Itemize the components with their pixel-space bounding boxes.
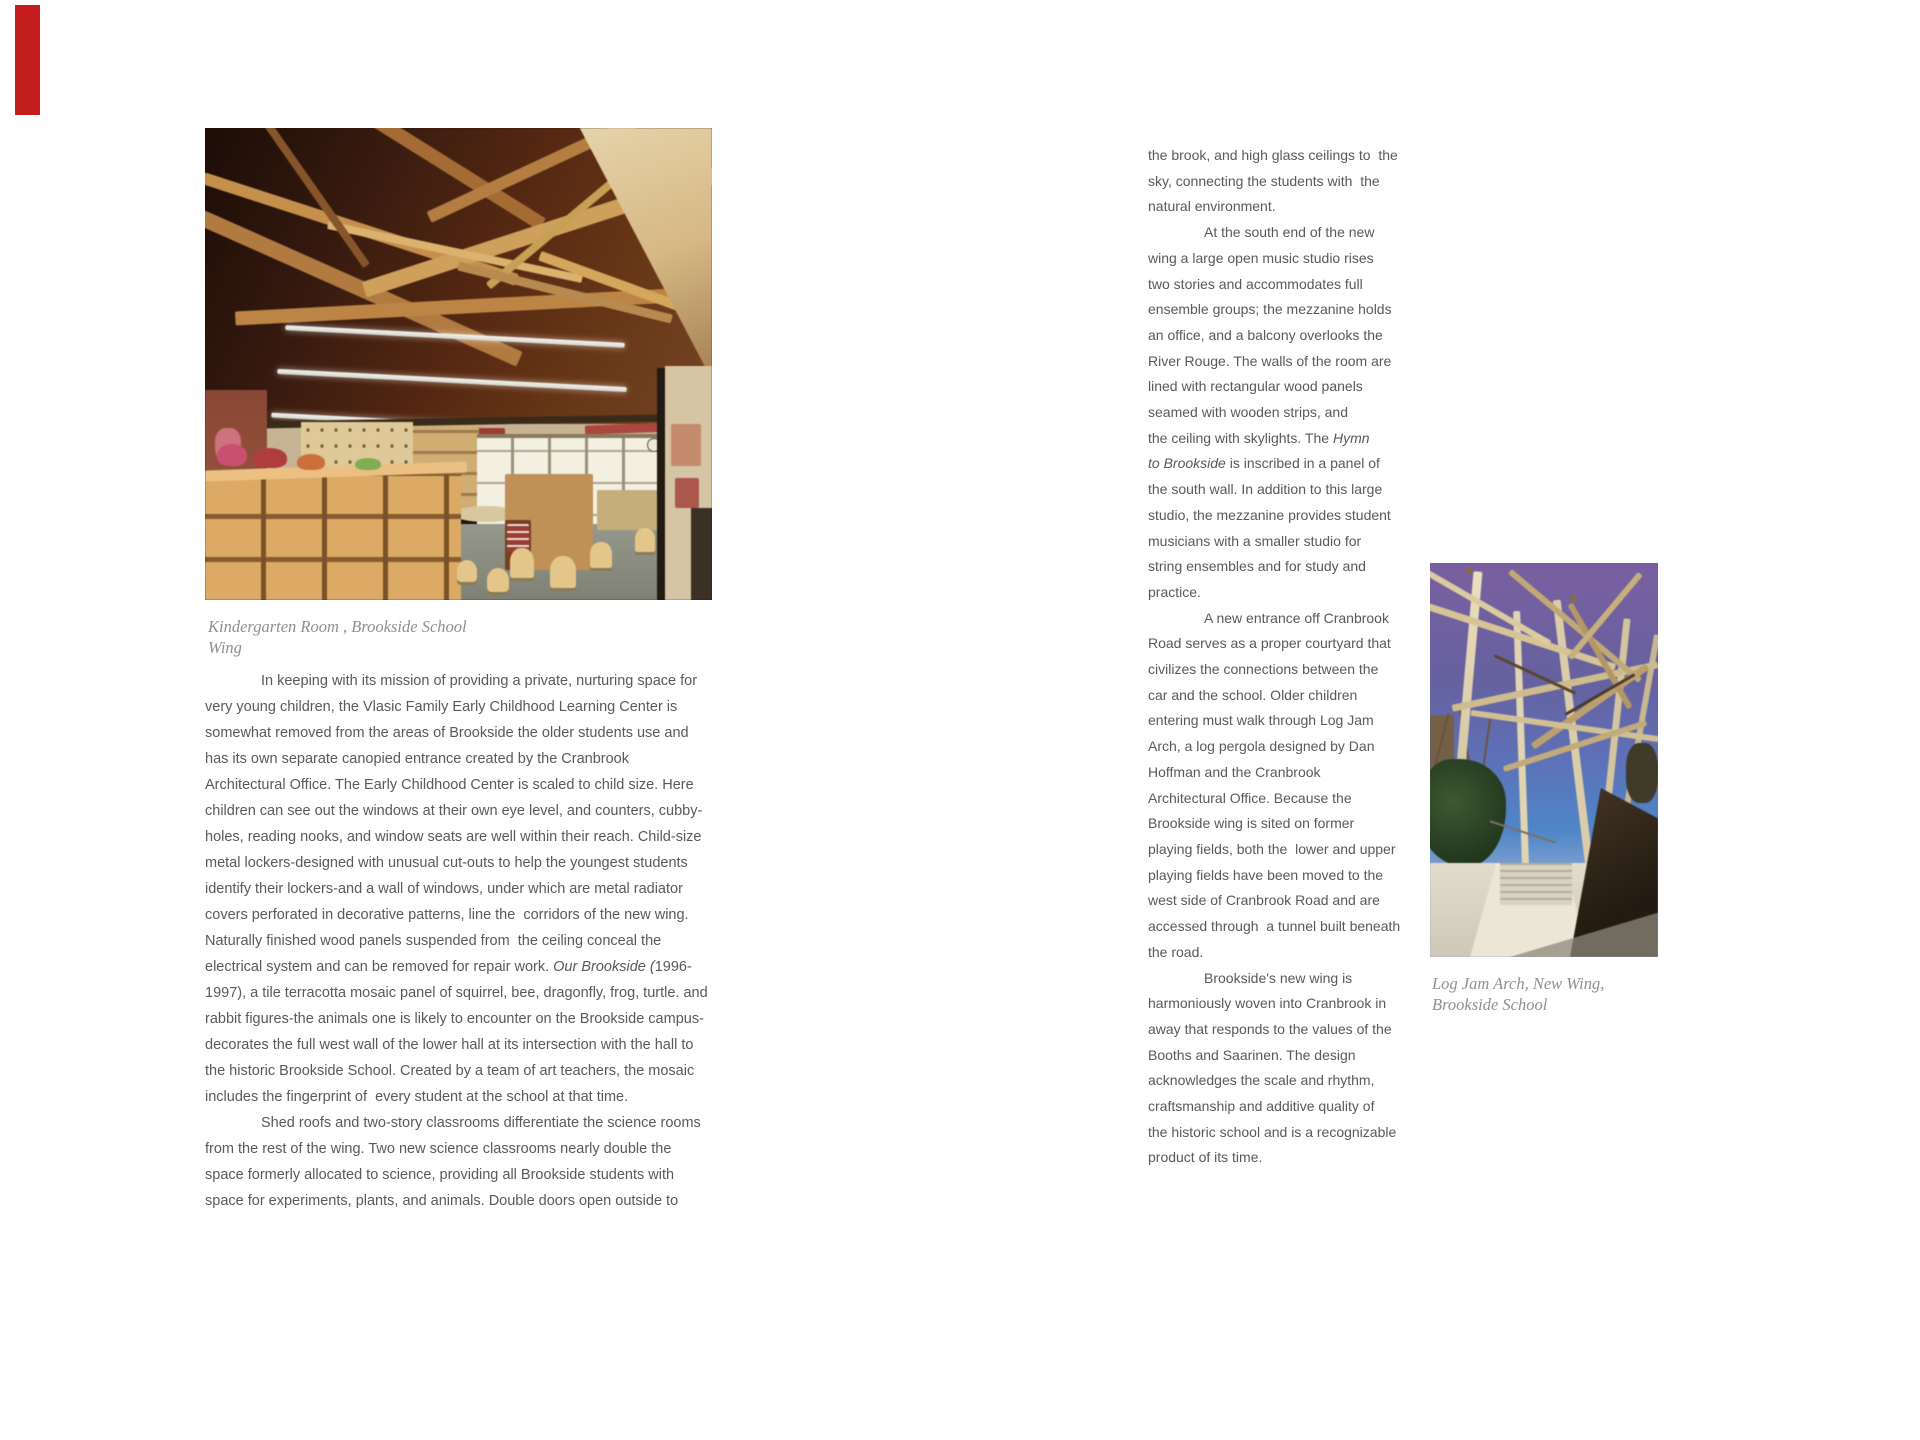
photo-layers xyxy=(1430,563,1658,957)
text-line: sky, connecting the students with the xyxy=(1148,172,1380,189)
log-pole xyxy=(1513,611,1530,891)
caption-line: Log Jam Arch, New Wing, xyxy=(1432,974,1605,993)
text-line: 1997), a tile terracotta mosaic panel of squirrel, bee, dragonfly, frog, turtle. and xyxy=(205,985,708,1001)
text-line: Road serves as a proper courtyard that xyxy=(1148,635,1391,652)
text-line: craftsmanship and additive quality of xyxy=(1148,1098,1375,1115)
text-line: the road. xyxy=(1148,943,1204,960)
log-beam xyxy=(1430,566,1551,646)
text-line: covers perforated in decorative patterns, line the corridors of the new wing. xyxy=(205,907,689,923)
text-line: Architectural Office. Because the xyxy=(1148,789,1352,806)
body-column-right xyxy=(1148,143,1458,1171)
text-line: At the south end of the new xyxy=(1204,224,1375,241)
text-line: identify their lockers-and a wall of windows, under which are metal radiator xyxy=(205,881,683,897)
text-line: seamed with wooden strips, and xyxy=(1148,404,1348,421)
caption-line: Brookside School xyxy=(1432,995,1548,1014)
evergreen-tree xyxy=(1430,759,1506,867)
stool xyxy=(487,568,509,592)
text-line: the historic school and is a recognizable xyxy=(1148,1123,1397,1140)
foreground-shelf xyxy=(205,474,461,600)
text-line: In keeping with its mission of providing a private, nurturing space for xyxy=(261,673,698,689)
text-line: product of its time. xyxy=(1148,1149,1263,1166)
text-line: entering must walk through Log Jam xyxy=(1148,712,1374,729)
text-line: playing fields have been moved to the xyxy=(1148,866,1384,883)
toy-dinosaur xyxy=(297,454,325,470)
log-tip xyxy=(1570,595,1577,602)
photo-caption-left xyxy=(208,616,467,658)
log-tip xyxy=(1466,567,1473,574)
cabinet xyxy=(691,508,712,600)
text-line: wing a large open music studio rises xyxy=(1148,249,1374,266)
text-line: musicians with a smaller studio for xyxy=(1148,532,1362,549)
text-line: Architectural Office. The Early Childhood Center is scaled to child size. Here xyxy=(205,777,694,793)
door-frame xyxy=(657,368,665,600)
caption-line: Kindergarten Room , Brookside School xyxy=(208,617,467,636)
text-line: Hoffman and the Cranbrook xyxy=(1148,763,1321,780)
text-line: civilizes the connections between the xyxy=(1148,661,1379,678)
text-line: space for experiments, plants, and animals. Double doors open outside to xyxy=(205,1193,679,1209)
text-line: the ceiling with skylights. The Hymn xyxy=(1148,429,1370,446)
text-line: practice. xyxy=(1148,583,1201,600)
red-scan-marker xyxy=(15,5,40,115)
caption-line: Wing xyxy=(208,638,242,657)
text-line: Shed roofs and two-story classrooms differentiate the science rooms xyxy=(261,1115,701,1131)
toy-dinosaur xyxy=(253,448,287,468)
toy-dinosaur xyxy=(217,444,247,466)
text-line: space formerly allocated to science, providing all Brookside students with xyxy=(205,1167,675,1183)
text-line: holes, reading nooks, and window seats are well within their reach. Child-size xyxy=(205,829,702,845)
text-line: decorates the full west wall of the lower hall at its intersection with the hall to xyxy=(205,1037,694,1053)
text-line: electrical system and can be removed for repair work. Our Brookside (1996- xyxy=(205,959,692,975)
text-line: metal lockers-designed with unusual cut-outs to help the youngest students xyxy=(205,855,688,871)
text-line: studio, the mezzanine provides student xyxy=(1148,506,1391,523)
toy-dinosaur xyxy=(355,458,381,470)
photo-layers xyxy=(205,128,712,600)
text-line: Booths and Saarinen. The design xyxy=(1148,1046,1356,1063)
text-line: A new entrance off Cranbrook xyxy=(1204,609,1389,626)
text-line: very young children, the Vlasic Family Early Childhood Learning Center is xyxy=(205,699,678,715)
photo-caption-right xyxy=(1432,973,1604,1015)
text-line: car and the school. Older children xyxy=(1148,686,1358,703)
text-line: west side of Cranbrook Road and are xyxy=(1148,892,1380,909)
text-line: the south wall. In addition to this large xyxy=(1148,481,1383,498)
text-line: the historic Brookside School. Created by a team of art teachers, the mosaic xyxy=(205,1063,695,1079)
child-chair xyxy=(635,528,655,552)
text-line: rabbit figures-the animals one is likely to encounter on the Brookside campus- xyxy=(205,1011,704,1027)
text-line: playing fields, both the lower and upper xyxy=(1148,840,1396,857)
stool xyxy=(457,560,477,582)
text-line: lined with rectangular wood panels xyxy=(1148,378,1363,395)
text-line: two stories and accommodates full xyxy=(1148,275,1363,292)
child-chair xyxy=(510,548,534,578)
kindergarten-room-photo xyxy=(205,128,712,600)
poster xyxy=(675,478,699,508)
text-line: acknowledges the scale and rhythm, xyxy=(1148,1072,1375,1089)
text-line: accessed through a tunnel built beneath xyxy=(1148,918,1401,935)
text-line: has its own separate canopied entrance created by the Cranbrook xyxy=(205,751,629,767)
text-line: to Brookside is inscribed in a panel of xyxy=(1148,455,1380,472)
body-column-left xyxy=(205,668,765,1214)
text-line: ensemble groups; the mezzanine holds xyxy=(1148,301,1392,318)
text-line: harmoniously woven into Cranbrook in xyxy=(1148,995,1387,1012)
text-line: includes the fingerprint of every student at the school at that time. xyxy=(205,1089,629,1105)
child-chair xyxy=(550,556,576,588)
text-line: away that responds to the values of the xyxy=(1148,1020,1392,1037)
child-chair xyxy=(590,542,612,568)
shrubs xyxy=(1626,743,1658,803)
text-line: Naturally finished wood panels suspended from the ceiling conceal the xyxy=(205,933,662,949)
text-line: children can see out the windows at their own eye level, and counters, cubby- xyxy=(205,803,703,819)
text-line: from the rest of the wing. Two new science classrooms nearly double the xyxy=(205,1141,672,1157)
text-line: an office, and a balcony overlooks the xyxy=(1148,326,1383,343)
text-line: the brook, and high glass ceilings to the xyxy=(1148,147,1398,163)
text-line: natural environment. xyxy=(1148,198,1276,215)
text-line: Brookside wing is sited on former xyxy=(1148,815,1355,832)
text-line: somewhat removed from the areas of Brookside the older students use and xyxy=(205,725,689,741)
text-line: Arch, a log pergola designed by Dan xyxy=(1148,738,1375,755)
text-line: River Rouge. The walls of the room are xyxy=(1148,352,1392,369)
log-jam-arch-photo xyxy=(1430,563,1658,957)
bare-tree xyxy=(1482,713,1492,769)
steps xyxy=(1500,863,1572,905)
poster xyxy=(671,424,701,466)
text-line: Brookside's new wing is xyxy=(1204,969,1353,986)
text-line: string ensembles and for study and xyxy=(1148,558,1366,575)
